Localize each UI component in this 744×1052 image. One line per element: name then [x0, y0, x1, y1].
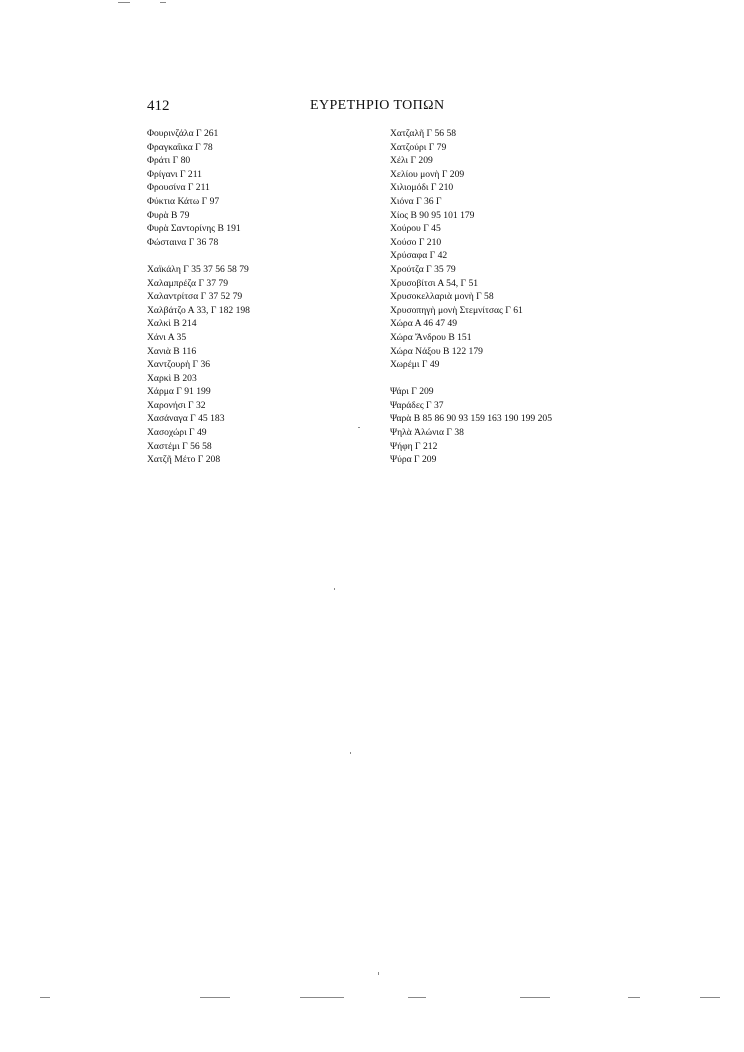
index-entry: Φράτι Γ 80 — [147, 155, 191, 167]
group-spacer — [147, 249, 250, 263]
index-entry: Χάνι Α 35 — [147, 331, 187, 343]
index-entry: Χούσο Γ 210 — [390, 236, 442, 248]
index-entry: Χαλβάτζο Α 33, Γ 182 198 — [147, 304, 250, 316]
index-entry: Φρίγανι Γ 211 — [147, 168, 202, 180]
index-entry: Χρούτζα Γ 35 79 — [390, 263, 456, 275]
index-entry: Χώρα Νάξου Β 122 179 — [390, 345, 483, 357]
scan-speck — [378, 972, 379, 975]
index-entry: Φρουσίνα Γ 211 — [147, 182, 210, 194]
index-entry: Ψηλὰ Ἀλώνια Γ 38 — [390, 427, 464, 439]
scan-speck — [350, 752, 351, 754]
scan-speck — [334, 588, 335, 590]
scan-speck — [408, 997, 426, 998]
index-entry: Χώρα Α 46 47 49 — [390, 318, 457, 330]
index-entry: Χάρμα Γ 91 199 — [147, 386, 211, 398]
index-entry: Χωρέμι Γ 49 — [390, 359, 440, 371]
index-entry: Χρυσοπηγὴ μονὴ Στεμνίτσας Γ 61 — [390, 304, 523, 316]
index-entry: Χαρονήσι Γ 32 — [147, 399, 206, 411]
index-entry: Φύκτια Κάτω Γ 97 — [147, 195, 220, 207]
index-entry: Χαϊκάλη Γ 35 37 56 58 79 — [147, 263, 249, 275]
index-entry: Φυρὰ Σαντορίνης Β 191 — [147, 223, 241, 235]
index-entry: Χέλι Γ 209 — [390, 155, 433, 167]
index-entry: Χρύσαφα Γ 42 — [390, 250, 448, 262]
scan-speck — [300, 997, 344, 998]
index-entry: Χιλιομόδι Γ 210 — [390, 182, 454, 194]
scan-speck — [700, 997, 720, 998]
index-entry: Χρυσοκελλαριὰ μονὴ Γ 58 — [390, 291, 494, 303]
index-entry: Χαστέμι Γ 56 58 — [147, 440, 212, 452]
index-entry: Φραγκαΐικα Γ 78 — [147, 141, 213, 153]
index-entry: Χίος Β 90 95 101 179 — [390, 209, 475, 221]
index-entry: Χώρα Ἄνδρου Β 151 — [390, 331, 472, 343]
index-entry: Ψαρὰ Β 85 86 90 93 159 163 190 199 205 — [390, 413, 553, 425]
index-entry: Χασάναγα Γ 45 183 — [147, 413, 225, 425]
index-entry: Φουρινζάλα Γ 261 — [147, 128, 219, 139]
index-entry: Χρυσοβίτσι Α 54, Γ 51 — [390, 277, 479, 289]
index-entry: Χούρου Γ 45 — [390, 223, 441, 235]
scan-speck — [520, 997, 550, 998]
scan-speck — [628, 997, 640, 998]
index-entry: Χασοχώρι Γ 49 — [147, 427, 207, 439]
index-column-right — [390, 127, 552, 467]
index-entry: Ψάρι Γ 209 — [390, 386, 434, 398]
index-entry: Χιόνα Γ 36 Γ — [390, 195, 442, 207]
index-entry: Χατζῆ Μέτο Γ 208 — [147, 454, 221, 466]
index-entry: Ψαράδες Γ 37 — [390, 399, 444, 411]
scan-speck — [118, 2, 130, 3]
scan-speck — [160, 2, 166, 3]
index-entry: Χατζούρι Γ 79 — [390, 141, 447, 153]
index-entry: Ψήφη Γ 212 — [390, 440, 438, 452]
index-entry: Χαλαντρίτσα Γ 37 52 79 — [147, 291, 243, 303]
index-entry: Χανιὰ Β 116 — [147, 345, 197, 357]
page-number: 412 — [147, 98, 170, 114]
index-entry: Χελίου μονὴ Γ 209 — [390, 168, 465, 180]
group-spacer — [390, 372, 552, 386]
index-entry: Χαντζουρὴ Γ 36 — [147, 359, 211, 371]
index-entry: Χαλαμπρέζα Γ 37 79 — [147, 277, 229, 289]
index-column-left — [147, 127, 250, 467]
scan-speck — [358, 427, 360, 428]
index-entry: Ψύρα Γ 209 — [390, 454, 437, 466]
scan-speck — [200, 997, 230, 998]
index-entry: Φώσταινα Γ 36 78 — [147, 236, 219, 248]
index-entry: Χαλκὶ Β 214 — [147, 318, 197, 330]
index-entry: Φυρὰ Β 79 — [147, 209, 190, 221]
index-entry: Χαρκὶ Β 203 — [147, 372, 197, 384]
page-title: ΕΥΡΕΤΗΡΙΟ ΤΟΠΩΝ — [310, 98, 445, 113]
scan-speck — [40, 997, 50, 998]
index-entry: Χατζαλῆ Γ 56 58 — [390, 128, 457, 139]
